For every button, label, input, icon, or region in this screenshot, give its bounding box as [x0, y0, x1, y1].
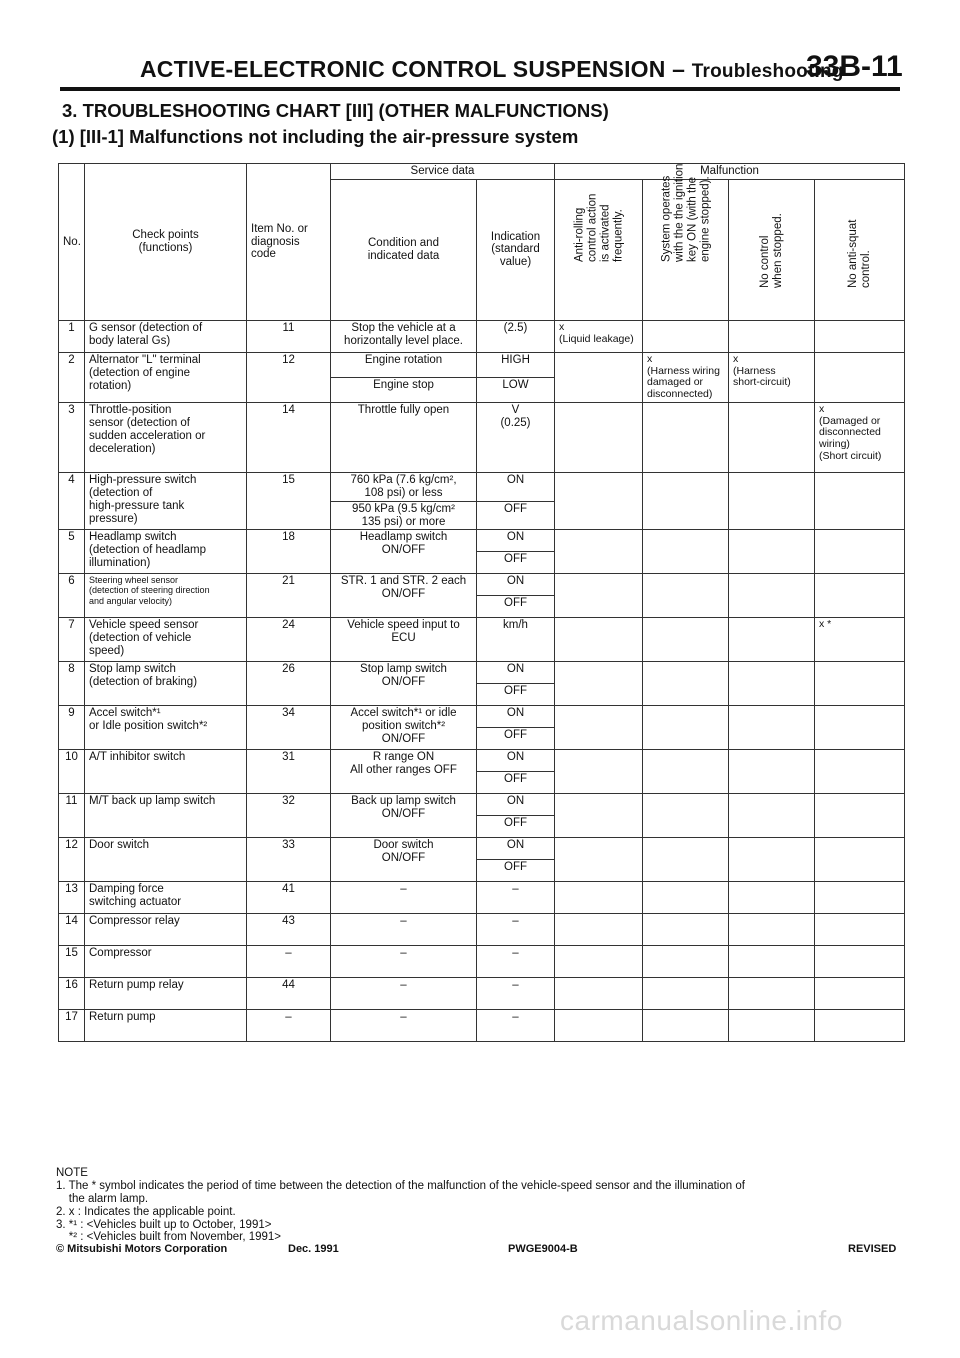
malfunction-cell-3	[729, 794, 815, 838]
check-point: Stop lamp switch (detection of braking)	[85, 662, 247, 706]
table-row	[59, 750, 905, 772]
condition-cell: 950 kPa (9.5 kg/cm² 135 psi) or more	[331, 501, 477, 530]
condition-cell: Headlamp switch ON/OFF	[331, 530, 477, 574]
indication-cell: ON	[477, 706, 555, 728]
diagnosis-code: 33	[247, 838, 331, 882]
malfunction-cell-2	[643, 914, 729, 946]
malfunction-cell-1	[555, 914, 643, 946]
malfunction-cell-4	[815, 750, 905, 794]
indication-cell: LOW	[477, 377, 555, 402]
malfunction-cell-2	[643, 472, 729, 530]
table-row	[59, 706, 905, 728]
malfunction-cell-1	[555, 882, 643, 914]
malfunction-cell-1	[555, 472, 643, 530]
malfunction-cell-1	[555, 838, 643, 882]
diagnosis-code: 11	[247, 320, 331, 352]
condition-cell: –	[331, 882, 477, 914]
diagnosis-code: 34	[247, 706, 331, 750]
indication-cell: –	[477, 882, 555, 914]
table-row	[59, 838, 905, 860]
malfunction-cell-2	[643, 530, 729, 574]
diagnosis-code: 31	[247, 750, 331, 794]
malfunction-cell-2	[643, 320, 729, 352]
check-point: Return pump relay	[85, 978, 247, 1010]
malfunction-cell-1	[555, 618, 643, 662]
malfunction-cell-1: x (Liquid leakage)	[555, 320, 643, 352]
header-malfunction-2: System operates with the the ignition key ON (with the engine stopped).	[643, 179, 729, 320]
header-indication: Indication (standard value)	[477, 179, 555, 320]
table-row	[59, 402, 905, 472]
check-point: Damping force switching actuator	[85, 882, 247, 914]
indication-cell: –	[477, 978, 555, 1010]
row-number: 16	[59, 978, 85, 1010]
malfunction-cell-2	[643, 882, 729, 914]
table-row	[59, 352, 905, 377]
diagnosis-code: 18	[247, 530, 331, 574]
footer-copyright: © Mitsubishi Motors Corporation	[56, 1243, 228, 1255]
condition-cell: Back up lamp switch ON/OFF	[331, 794, 477, 838]
diagnosis-code: 44	[247, 978, 331, 1010]
malfunction-cell-3	[729, 402, 815, 472]
malfunction-cell-2	[643, 662, 729, 706]
note-title: NOTE	[56, 1167, 88, 1179]
check-point: Alternator "L" terminal (detection of engine rotation)	[85, 352, 247, 402]
malfunction-cell-3	[729, 978, 815, 1010]
note-3a: 3. *¹ : <Vehicles built up to October, 1991>	[56, 1218, 272, 1231]
check-point: Compressor	[85, 946, 247, 978]
indication-cell: ON	[477, 472, 555, 501]
condition-cell: –	[331, 946, 477, 978]
condition-cell: 760 kPa (7.6 kg/cm², 108 psi) or less	[331, 472, 477, 501]
malfunction-cell-2	[643, 574, 729, 618]
condition-cell: Stop the vehicle at a horizontally level place.	[331, 320, 477, 352]
table-row	[59, 882, 905, 914]
malfunction-cell-1	[555, 574, 643, 618]
indication-cell: km/h	[477, 618, 555, 662]
page-number: 33B-11	[806, 50, 903, 83]
malfunction-cell-4	[815, 914, 905, 946]
header-item-no: Item No. or diagnosis code	[247, 164, 331, 321]
indication-cell: (2.5)	[477, 320, 555, 352]
malfunction-cell-4	[815, 882, 905, 914]
condition-cell: STR. 1 and STR. 2 each ON/OFF	[331, 574, 477, 618]
malfunction-cell-3	[729, 662, 815, 706]
row-number: 1	[59, 320, 85, 352]
malfunction-cell-4	[815, 574, 905, 618]
malfunction-cell-2	[643, 794, 729, 838]
condition-cell: R range ON All other ranges OFF	[331, 750, 477, 794]
indication-cell: OFF	[477, 552, 555, 574]
indication-cell: OFF	[477, 501, 555, 530]
indication-cell: OFF	[477, 684, 555, 706]
note-1: 1. The * symbol indicates the period of time between the detection of the malfunction of the vehicle-speed sensor and the illumination of the alarm lamp.	[56, 1179, 745, 1205]
diagnosis-code: 41	[247, 882, 331, 914]
diagnosis-code: 12	[247, 352, 331, 402]
indication-cell: OFF	[477, 860, 555, 882]
indication-cell: OFF	[477, 596, 555, 618]
malfunction-cell-4	[815, 320, 905, 352]
diagnosis-code: 15	[247, 472, 331, 530]
diagnosis-code: 32	[247, 794, 331, 838]
malfunction-cell-1	[555, 794, 643, 838]
malfunction-cell-3	[729, 750, 815, 794]
indication-cell: OFF	[477, 772, 555, 794]
malfunction-cell-3	[729, 472, 815, 530]
table-row	[59, 574, 905, 596]
indication-cell: OFF	[477, 728, 555, 750]
table-row	[59, 946, 905, 978]
section-title: 3. TROUBLESHOOTING CHART [III] (OTHER MALFUNCTIONS)	[62, 100, 609, 121]
malfunction-cell-3	[729, 574, 815, 618]
row-number: 6	[59, 574, 85, 618]
condition-cell: –	[331, 914, 477, 946]
malfunction-cell-4	[815, 662, 905, 706]
malfunction-cell-1	[555, 352, 643, 402]
condition-cell: –	[331, 978, 477, 1010]
indication-cell: ON	[477, 662, 555, 684]
malfunction-cell-4: x (Damaged or disconnected wiring) (Short circuit)	[815, 402, 905, 472]
note-3b: *² : <Vehicles built from November, 1991>	[56, 1231, 282, 1244]
row-number: 11	[59, 794, 85, 838]
header-malfunction: Malfunction	[555, 164, 905, 180]
table-row	[59, 794, 905, 816]
malfunction-cell-3	[729, 320, 815, 352]
table-row	[59, 530, 905, 552]
diagnosis-code: 21	[247, 574, 331, 618]
malfunction-cell-4	[815, 794, 905, 838]
check-point: Door switch	[85, 838, 247, 882]
row-number: 2	[59, 352, 85, 402]
row-number: 15	[59, 946, 85, 978]
indication-cell: –	[477, 914, 555, 946]
row-number: 8	[59, 662, 85, 706]
indication-cell: ON	[477, 530, 555, 552]
row-number: 10	[59, 750, 85, 794]
condition-cell: Engine rotation	[331, 352, 477, 377]
indication-cell: V (0.25)	[477, 402, 555, 472]
section-subtitle: (1) [III-1] Malfunctions not including the air-pressure system	[52, 126, 579, 147]
header-rule	[60, 87, 900, 91]
diagnosis-code: –	[247, 1010, 331, 1042]
condition-cell: Engine stop	[331, 377, 477, 402]
watermark: carmanualsonline.info	[560, 1305, 843, 1336]
malfunction-cell-3	[729, 706, 815, 750]
diagnosis-code: 14	[247, 402, 331, 472]
check-point: Vehicle speed sensor (detection of vehicle speed)	[85, 618, 247, 662]
malfunction-cell-3	[729, 882, 815, 914]
header-malfunction-3: No control when stopped.	[729, 179, 815, 320]
check-point: A/T inhibitor switch	[85, 750, 247, 794]
malfunction-cell-1	[555, 978, 643, 1010]
condition-cell: Accel switch*¹ or idle position switch*² ON/OFF	[331, 706, 477, 750]
malfunction-cell-2	[643, 402, 729, 472]
page-header-title: ACTIVE-ELECTRONIC CONTROL SUSPENSION – Troubleshooting	[140, 56, 844, 82]
header-condition: Condition and indicated data	[331, 179, 477, 320]
diagnosis-code: –	[247, 946, 331, 978]
notes	[56, 1167, 906, 1244]
table-row	[59, 914, 905, 946]
row-number: 4	[59, 472, 85, 530]
indication-cell: ON	[477, 750, 555, 772]
header-malfunction-1: Anti-rolling control action is activated frequently.	[555, 179, 643, 320]
indication-cell: OFF	[477, 816, 555, 838]
row-number: 7	[59, 618, 85, 662]
indication-cell: –	[477, 946, 555, 978]
footer-code: PWGE9004-B	[508, 1243, 578, 1255]
malfunction-cell-3: x (Harness short-circuit)	[729, 352, 815, 402]
note-2: 2. x : Indicates the applicable point.	[56, 1205, 236, 1218]
row-number: 14	[59, 914, 85, 946]
header-service-data: Service data	[331, 164, 555, 180]
table-row	[59, 618, 905, 662]
condition-cell: Door switch ON/OFF	[331, 838, 477, 882]
condition-cell: –	[331, 1010, 477, 1042]
malfunction-cell-4: x *	[815, 618, 905, 662]
malfunction-cell-3	[729, 530, 815, 574]
malfunction-cell-2: x (Harness wiring damaged or disconnected)	[643, 352, 729, 402]
diagnosis-code: 43	[247, 914, 331, 946]
table-row	[59, 978, 905, 1010]
malfunction-cell-1	[555, 706, 643, 750]
malfunction-cell-3	[729, 618, 815, 662]
check-point: High-pressure switch (detection of high-pressure tank pressure)	[85, 472, 247, 530]
diagnosis-code: 24	[247, 618, 331, 662]
check-point: Headlamp switch (detection of headlamp illumination)	[85, 530, 247, 574]
malfunction-cell-2	[643, 838, 729, 882]
row-number: 5	[59, 530, 85, 574]
footer-date: Dec. 1991	[288, 1243, 339, 1255]
indication-cell: ON	[477, 574, 555, 596]
condition-cell: Vehicle speed input to ECU	[331, 618, 477, 662]
footer-status: REVISED	[848, 1243, 897, 1255]
indication-cell: HIGH	[477, 352, 555, 377]
malfunction-cell-1	[555, 946, 643, 978]
malfunction-cell-4	[815, 978, 905, 1010]
header-check-points: Check points (functions)	[85, 164, 247, 321]
table-row	[59, 662, 905, 684]
malfunction-cell-2	[643, 946, 729, 978]
malfunction-cell-1	[555, 750, 643, 794]
malfunction-cell-1	[555, 662, 643, 706]
malfunction-cell-4	[815, 352, 905, 402]
malfunction-cell-3	[729, 1010, 815, 1042]
malfunction-cell-1	[555, 402, 643, 472]
header-malfunction-4: No anti-squat control.	[815, 179, 905, 320]
check-point: Compressor relay	[85, 914, 247, 946]
malfunction-cell-2	[643, 618, 729, 662]
condition-cell: Stop lamp switch ON/OFF	[331, 662, 477, 706]
check-point: M/T back up lamp switch	[85, 794, 247, 838]
check-point: Throttle-position sensor (detection of sudden acceleration or deceleration)	[85, 402, 247, 472]
row-number: 9	[59, 706, 85, 750]
troubleshooting-chart	[58, 163, 905, 1042]
diagnosis-code: 26	[247, 662, 331, 706]
malfunction-cell-3	[729, 914, 815, 946]
header-no: No.	[59, 164, 85, 321]
indication-cell: ON	[477, 794, 555, 816]
chart-body	[59, 320, 905, 1042]
malfunction-cell-4	[815, 472, 905, 530]
malfunction-cell-3	[729, 946, 815, 978]
row-number: 13	[59, 882, 85, 914]
check-point: Return pump	[85, 1010, 247, 1042]
indication-cell: ON	[477, 838, 555, 860]
row-number: 3	[59, 402, 85, 472]
table-row	[59, 1010, 905, 1042]
indication-cell: –	[477, 1010, 555, 1042]
malfunction-cell-2	[643, 750, 729, 794]
condition-cell: Throttle fully open	[331, 402, 477, 472]
malfunction-cell-1	[555, 1010, 643, 1042]
row-number: 12	[59, 838, 85, 882]
table-row	[59, 472, 905, 501]
row-number: 17	[59, 1010, 85, 1042]
malfunction-cell-4	[815, 1010, 905, 1042]
malfunction-cell-4	[815, 838, 905, 882]
malfunction-cell-2	[643, 1010, 729, 1042]
table-row	[59, 320, 905, 352]
malfunction-cell-4	[815, 530, 905, 574]
malfunction-cell-4	[815, 706, 905, 750]
malfunction-cell-2	[643, 978, 729, 1010]
malfunction-cell-1	[555, 530, 643, 574]
malfunction-cell-4	[815, 946, 905, 978]
check-point: Accel switch*¹ or Idle position switch*²	[85, 706, 247, 750]
check-point: G sensor (detection of body lateral Gs)	[85, 320, 247, 352]
check-point: Steering wheel sensor (detection of steering direction and angular velocity)	[85, 574, 247, 618]
malfunction-cell-3	[729, 838, 815, 882]
malfunction-cell-2	[643, 706, 729, 750]
